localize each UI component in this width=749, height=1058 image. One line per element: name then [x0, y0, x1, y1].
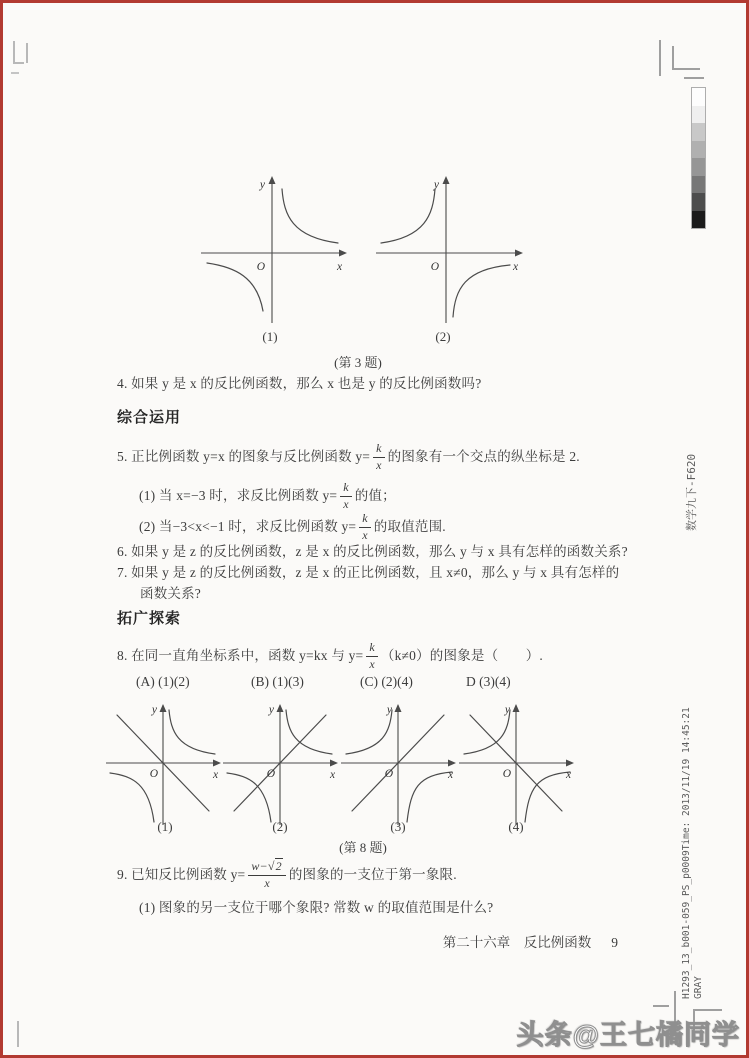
question-5-lead: 5. 正比例函数 y=x 的图象与反比例函数 y=: [117, 448, 371, 464]
axis-label-x: x: [566, 769, 572, 781]
page-number: 9: [611, 935, 618, 950]
hyperbola-branch-q3: [207, 263, 263, 311]
option-d: D (3)(4): [466, 674, 511, 689]
fraction-denominator: x: [362, 527, 368, 542]
x-axis-arrow: [339, 250, 347, 257]
calibration-step: [692, 211, 705, 229]
fraction-k-over-x: [366, 641, 378, 672]
y-axis-arrow: [395, 704, 402, 712]
option-a: (A) (1)(2): [136, 674, 190, 689]
y-axis-arrow: [443, 176, 450, 184]
q5-1-tail: 的值；: [354, 487, 396, 503]
section-header-explore: 拓广探索: [117, 610, 182, 627]
axis-label-y: y: [504, 704, 510, 716]
axis-label-x: x: [330, 769, 336, 781]
print-meta-line2: GRAY: [692, 976, 704, 999]
question-8-lead: 8. 在同一直角坐标系中，函数 y=kx 与 y=: [117, 647, 364, 663]
registration-mark: [26, 43, 28, 63]
y-axis-arrow: [160, 704, 167, 712]
fraction-numerator: k: [359, 512, 371, 528]
fraction-denominator: x: [343, 496, 349, 511]
page-footer: [423, 931, 618, 951]
graph-canvas: [195, 173, 355, 325]
figure-q3-graph-2: [371, 173, 531, 330]
fraction-w-minus-sqrt2-over-x: [248, 860, 286, 891]
origin-label: O: [502, 768, 511, 780]
fraction-k-over-x: [340, 481, 352, 512]
hyperbola-branch-q4: [453, 265, 510, 317]
graph-canvas: [103, 701, 225, 829]
y-axis-arrow: [513, 704, 520, 712]
registration-mark: [684, 77, 704, 79]
registration-mark: [659, 40, 661, 76]
question-7-line2: 函数关系?: [140, 586, 201, 601]
y-axis-arrow: [277, 704, 284, 712]
graph-label: (2): [435, 329, 451, 344]
registration-mark: [672, 46, 700, 70]
fraction-numerator: k: [373, 442, 385, 458]
question-5-tail: 的图象有一个交点的纵坐标是 2.: [387, 448, 580, 464]
registration-mark: [11, 72, 19, 74]
figure3-caption: (第 3 题): [334, 355, 382, 370]
hyperbola-branch-q3: [110, 773, 154, 822]
origin-label: O: [384, 768, 393, 780]
x-axis-arrow: [330, 760, 338, 767]
option-b: (B) (1)(3): [251, 674, 304, 689]
hyperbola-branch-q3: [227, 773, 271, 822]
fraction-numerator: k: [340, 481, 352, 497]
calibration-step: [692, 141, 705, 159]
origin-label: O: [430, 261, 439, 273]
question-9: [117, 854, 457, 896]
calibration-step: [692, 193, 705, 211]
question-4: 4. 如果 y 是 x 的反比例函数，那么 x 也是 y 的反比例函数吗?: [117, 376, 482, 391]
hyperbola-branch-q4: [407, 772, 452, 822]
axis-label-x: x: [337, 261, 343, 273]
axis-label-y: y: [433, 179, 439, 191]
hyperbola-branch-q1: [282, 189, 338, 243]
fraction-denominator: x: [376, 457, 382, 472]
question-9-part1: (1) 图象的另一支位于哪个象限? 常数 w 的取值范围是什么?: [139, 900, 494, 915]
axis-label-x: x: [448, 769, 454, 781]
question-9-tail: 的图象的一支位于第一象限.: [288, 866, 457, 882]
section-header-comprehensive: 综合运用: [117, 409, 182, 426]
q5-1-lead: (1) 当 x=−3 时，求反比例函数 y=: [139, 487, 338, 503]
calibration-bar: [691, 87, 706, 229]
registration-mark: [13, 41, 24, 64]
calibration-step: [692, 176, 705, 194]
print-meta-line1: H1293_13_b001-059_PS_p0009Time: 2013/11/19 14:45:21: [681, 707, 692, 999]
graph-canvas: [220, 701, 342, 829]
axis-label-y: y: [151, 704, 157, 716]
question-8: [117, 637, 543, 675]
q5-2-tail: 的取值范围.: [373, 518, 446, 534]
axis-label-x: x: [213, 769, 219, 781]
calibration-step: [692, 88, 705, 106]
watermark: 头条@王七橘同学: [516, 1020, 740, 1050]
graph-canvas: [456, 701, 578, 829]
x-axis-arrow: [448, 760, 456, 767]
registration-mark: [653, 1005, 669, 1007]
calibration-step: [692, 123, 705, 141]
calibration-step: [692, 158, 705, 176]
hyperbola-branch-q1: [169, 710, 215, 754]
question-5-part1: [139, 479, 396, 513]
chapter-title: 第二十六章 反比例函数: [442, 935, 592, 950]
axis-label-y: y: [268, 704, 274, 716]
side-edition-label: 数学九下-F620: [685, 453, 698, 531]
fraction-numerator: k: [366, 641, 378, 657]
radicand: 2: [275, 858, 282, 873]
x-axis-arrow: [566, 760, 574, 767]
axis-label-x: x: [513, 261, 519, 273]
question-7-line1: 7. 如果 y 是 z 的反比例函数，z 是 x 的正比例函数，且 x≠0，那么 y 与 x 具有怎样的: [117, 565, 620, 580]
graph-label: (2): [272, 819, 288, 834]
origin-label: O: [266, 768, 275, 780]
x-axis-arrow: [515, 250, 523, 257]
calibration-step: [692, 106, 705, 124]
question-5: [117, 439, 580, 475]
fraction-numerator: w−√2: [248, 860, 286, 876]
hyperbola-branch-q2: [346, 710, 392, 754]
graph-label: (4): [508, 819, 524, 834]
option-c: (C) (2)(4): [360, 674, 413, 689]
graph-canvas: [371, 173, 531, 325]
question-6: 6. 如果 y 是 z 的反比例函数，z 是 x 的反比例函数，那么 y 与 x 具有怎样的函数关系?: [117, 544, 628, 559]
graph-canvas: [338, 701, 460, 829]
figure-q8-graph-1: [103, 701, 225, 834]
fraction-denominator: x: [264, 875, 270, 890]
origin-label: O: [149, 768, 158, 780]
figure-q8-graph-3: [338, 701, 460, 834]
print-meta: [681, 707, 705, 999]
figure-q8-graph-2: [220, 701, 342, 834]
figure8-caption: (第 8 题): [339, 840, 387, 855]
figure-q3-graph-1: [195, 173, 355, 330]
radical-sign: √: [267, 858, 275, 873]
fraction-k-over-x: [373, 442, 385, 473]
axis-label-y: y: [386, 704, 392, 716]
graph-label: (1): [262, 329, 278, 344]
y-axis-arrow: [269, 176, 276, 184]
figure-q8-graph-4: [456, 701, 578, 834]
graph-label: (1): [157, 819, 173, 834]
question-5-part2: [139, 510, 446, 544]
hyperbola-branch-q2: [381, 189, 435, 243]
question-9-lead: 9. 已知反比例函数 y=: [117, 866, 246, 882]
registration-mark: [17, 1021, 19, 1047]
graph-label: (3): [390, 819, 406, 834]
axis-label-y: y: [259, 179, 265, 191]
q5-2-lead: (2) 当−3<x<−1 时，求反比例函数 y=: [139, 518, 357, 534]
origin-label: O: [256, 261, 265, 273]
question-8-tail: （k≠0）的图象是（ ）.: [380, 647, 543, 663]
fraction-denominator: x: [369, 656, 375, 671]
fraction-k-over-x: [359, 512, 371, 543]
